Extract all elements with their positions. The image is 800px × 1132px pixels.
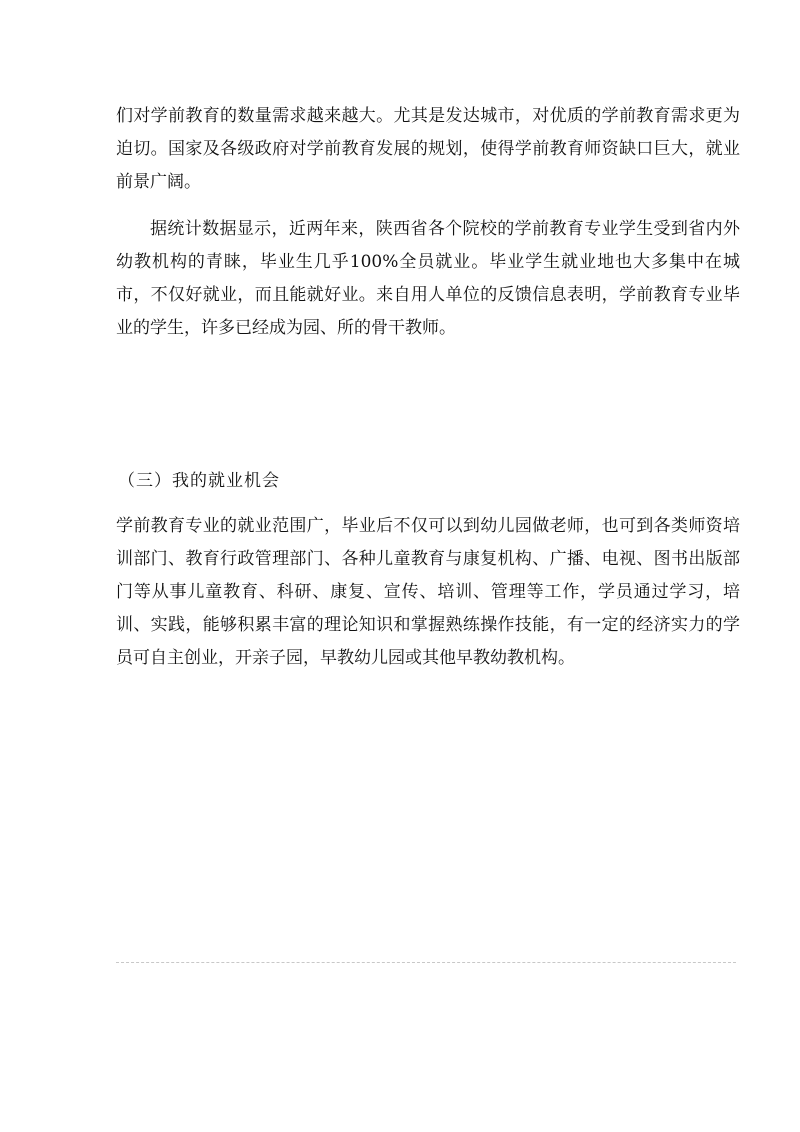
document-body [116, 100, 740, 675]
section-heading: （三）我的就业机会 [118, 471, 280, 491]
paragraph-statistics: 据统计数据显示，近两年来，陕西省各个院校的学前教育专业学生受到省内外幼教机构的青睐，毕业生几乎100%全员就业。毕业学生就业地也大多集中在城市，不仅好就业，而且能就好业。来自用人单位的反馈信息表明，学前教育专业毕业的学生，许多已经成为园、所的骨干教师。 [116, 219, 740, 338]
paragraph-spacer [116, 199, 740, 213]
section-spacer [116, 345, 740, 465]
heading-spacer [116, 498, 740, 510]
paragraph-employment-scope: 学前教育专业的就业范围广，毕业后不仅可以到幼儿园做老师，也可到各类师资培训部门、教育行政管理部门、各种儿童教育与康复机构、广播、电视、图书出版部门等从事儿童教育、科研、康复、宣传、培训、管理等工作，学员通过学习，培训、实践，能够积累丰富的理论知识和掌握熟练操作技能，有一定的经济实力的学员可自主创业，开亲子园，早教幼儿园或其他早教幼教机构。 [116, 516, 740, 668]
dashed-divider [116, 962, 736, 963]
paragraph-demand: 们对学前教育的数量需求越来越大。尤其是发达城市，对优质的学前教育需求更为迫切。国家及各级政府对学前教育发展的规划，使得学前教育师资缺口巨大，就业前景广阔。 [116, 106, 740, 192]
